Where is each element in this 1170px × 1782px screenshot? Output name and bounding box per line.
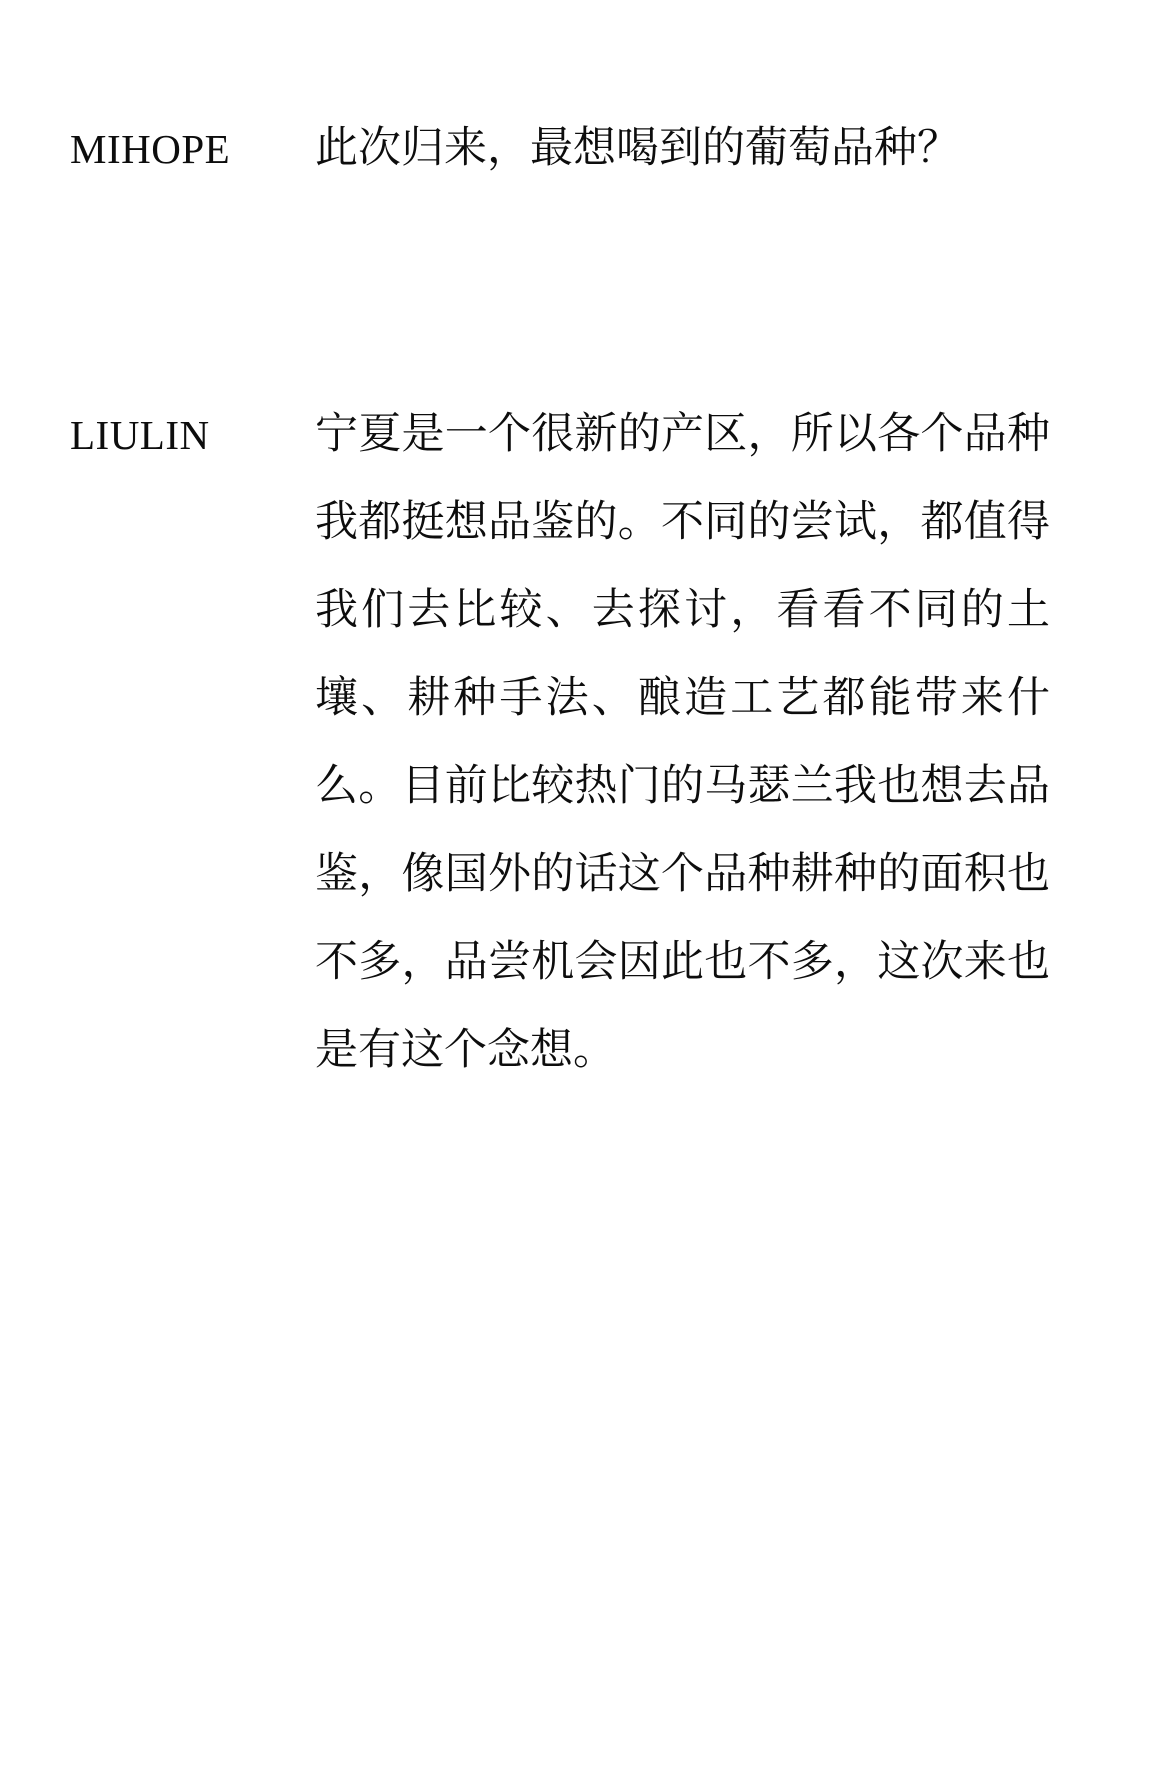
speaker-label-mihope: MIHOPE bbox=[70, 126, 231, 172]
question-text: 此次归来，最想喝到的葡萄品种？ bbox=[315, 125, 960, 172]
qa-block-answer bbox=[70, 391, 1050, 1095]
answer-text: 宁夏是一个很新的产区，所以各个品种我都挺想品鉴的。不同的尝试，都值得我们去比较、去探讨，看看不同的土壤、耕种手法、酿造工艺都能带来什么。目前比较热门的马瑟兰我也想去品鉴，像国外的话这个品种耕种的面积也不多，品尝机会因此也不多，这次来也是有这个念想。 bbox=[315, 411, 1050, 1074]
speaker-label-liulin: LIULIN bbox=[70, 412, 210, 458]
qa-block-question bbox=[70, 105, 1050, 193]
